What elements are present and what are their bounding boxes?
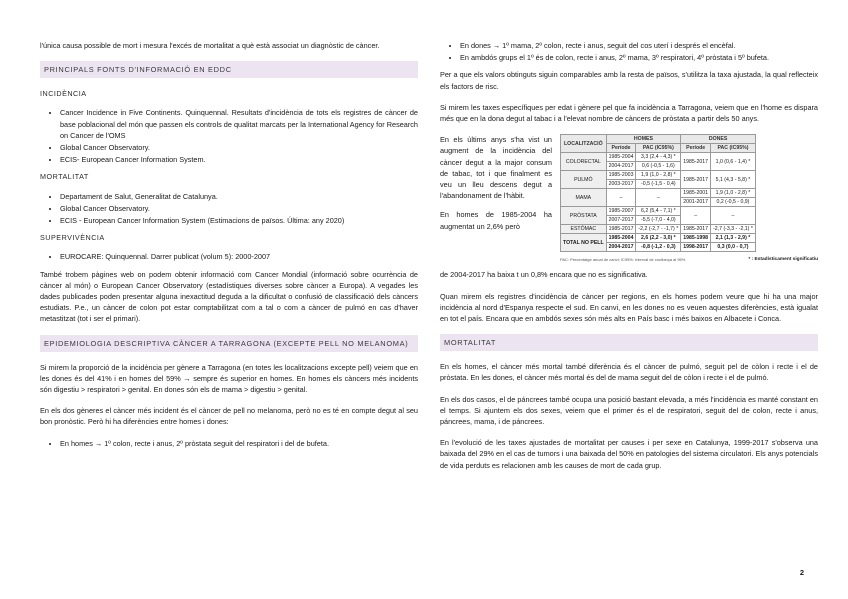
apc-cell: 1,9 (1,0 - 2,8) * (711, 189, 756, 198)
header-period-men: Període (606, 144, 636, 153)
apc-cell: 2,1 (1,3 - 2,9) * (711, 234, 756, 243)
header-location: LOCALITZACIÓ (561, 135, 607, 153)
period-cell: 1985-2017 (606, 225, 636, 234)
period-cell: 1985-2017 (681, 153, 711, 171)
period-cell: 2004-2017 (606, 162, 636, 171)
location-cell: ESTÒMAC (561, 225, 607, 234)
incidence-trend-table (560, 134, 756, 252)
men-trend-paragraph: En homes de 1985-2004 ha augmentat un 2,6% però (440, 210, 552, 231)
table-row (561, 225, 756, 234)
header-women: DONES (681, 135, 756, 144)
table-wrap-row (440, 134, 818, 265)
period-cell: – (606, 189, 636, 207)
period-cell: 1985-2004 (606, 234, 636, 243)
period-cell: 1985-2017 (681, 171, 711, 189)
table-row (561, 153, 756, 162)
table-row (561, 189, 756, 198)
proportion-paragraph: Si mirem la proporció de la incidència per gènere a Tarragona (en totes les localitzacions excepte pell) veiem que en les dones és del 41% i en homes del 59% → sempre és superior en homes. En homes els càncers més incidents són digestiu > respiratori > genital. En dones són els de mama > digestiu > genital. (40, 362, 418, 395)
incidence-table-figure (560, 134, 818, 265)
list-item: • En dones → 1º mama, 2º colon, recte i anus, seguit del cos uterí i després el encèfal. (460, 40, 818, 51)
list-item: • Global Cancer Observatory. (60, 203, 418, 214)
period-cell: 1998-2017 (681, 243, 711, 252)
period-cell: 1985-2017 (681, 225, 711, 234)
header-men: HOMES (606, 135, 681, 144)
location-cell: MAMA (561, 189, 607, 207)
location-cell: TOTAL NO PELL (561, 234, 607, 252)
period-cell: – (681, 207, 711, 225)
section-heading-sources: PRINCIPALS FONTS D'INFORMACIÓ EN EDDC (40, 61, 418, 78)
apc-cell: -2,2 (-2,7 - -1,7) * (636, 225, 681, 234)
mortality-paragraph-2: En els dos casos, el de páncrees també ocupa una posició bastant elevada, a més l'incidència es manté constant en el temps. Si ajuntem els dos sexes, veiem que el primer és el de respiratori, seguit del de colon, recte i anus, páncrees, mama, i de páncrees. (440, 394, 818, 427)
after-table-paragraph: de 2004-2017 ha baixa t un 0,8% encara que no es significativa. (440, 270, 648, 280)
mortality-paragraph-1: En els homes, el càncer més mortal també diferència és el càncer de pulmó, seguit pel de còlon i recte i el de pròstata. En les dones, el càncer més mortal és del de mama seguit del de còlon i recte i el de pulmó. (440, 362, 818, 383)
page-number: 2 (799, 568, 804, 577)
table-footnote (560, 254, 818, 265)
table-row (561, 171, 756, 180)
apc-cell: -5,5 (-7,0 - 4,0) (636, 216, 681, 225)
list-item: • En homes → 1º colon, recte i anus, 2º pròstata seguit del respiratori i del de bufeta. (60, 438, 418, 449)
apc-cell: 0,2 (-0,5 - 0,9) (711, 198, 756, 207)
regions-paragraph: Quan mirem els registres d'incidència de càncer per regions, en els homes podem veure que hi ha una major incidència al nord d'Espanya respecte el sud. En canvi, en les dones no es veuen aquestes diferències, està igualat en tot el país. Encara que en ambdós sexes són més alts en País basc i més baixos en Albacete i Conca. (440, 291, 818, 324)
period-cell: 2004-2017 (606, 243, 636, 252)
period-cell: 1985-2003 (606, 171, 636, 180)
subheading-mortality: MORTALITAT (40, 172, 89, 182)
skin-paragraph: En els dos gèneres el càncer més incident és el càncer de pell no melanoma, però no es té en compte degut al seu bon pronòstic. Però hi ha diferències entre homes i dones: (40, 406, 418, 427)
subheading-incidence: INCIDÈNCIA (40, 89, 87, 99)
period-cell: 1985-2007 (606, 207, 636, 216)
trend-paragraph: En els últims anys s'ha vist un augment de la incidència del càncer degut a la major consum de tabac, tot i que finalment es veu un lleu descens degut a l'abandonament de l'hàbit. (440, 135, 552, 201)
women-list (440, 40, 818, 63)
list-item: • Cancer Incidence in Five Continents. Quinquennal. Resultats d'incidència de tots els registres de càncer de base poblacional del món que passen els controls de qualitat marcats per la International Agency for Research on Cancer de l'OMS (60, 107, 418, 141)
list-item: • En ambdós grups el 1º és de colon, recte i anus, 2º mama, 3º respiratori, 4º pròstata i 5º bufeta. (460, 52, 818, 63)
significance-note: * : Estadísticament significatiu (748, 257, 818, 263)
list-item: • ECIS - European Cancer Information System (Estimacions de països. Última: any 2020) (60, 215, 418, 226)
section-heading-mortality: MORTALITAT (440, 334, 818, 351)
table-footnote-text: PAC: Percentatge anual de canvi; IC95%: Interval de confiança al 95% (560, 257, 686, 263)
men-list (40, 438, 418, 449)
period-cell: 2001-2017 (681, 198, 711, 207)
apc-cell: 0,3 (0,0 - 0,7) (711, 243, 756, 252)
location-cell: PRÒSTATA (561, 207, 607, 225)
apc-cell: 1,9 (1,0 - 2,8) * (636, 171, 681, 180)
adjusted-rate-paragraph: Per a que els valors obtinguts siguin comparables amb la resta de països, s'utilitza la taxa ajustada, la qual reflecteix els factors de risc. (440, 70, 818, 91)
header-apc-men: PAC (IC95%) (636, 144, 681, 153)
list-item: • EUROCARE: Quinquennal. Darrer publicat (volum 5): 2000-2007 (60, 251, 418, 262)
apc-cell: 2,6 (2,2 - 3,0) * (636, 234, 681, 243)
left-column (40, 40, 418, 457)
apc-cell: 5,1 (4,3 - 5,8) * (711, 171, 756, 189)
apc-cell: – (711, 207, 756, 225)
period-cell: 2007-2017 (606, 216, 636, 225)
apc-cell: – (636, 189, 681, 207)
apc-cell: 3,3 (2,4 - 4,3) * (636, 153, 681, 162)
list-item: • ECIS- European Cancer Information System. (60, 154, 418, 165)
table-row (561, 234, 756, 243)
location-cell: PULMÓ (561, 171, 607, 189)
header-apc-women: PAC (IC95%) (711, 144, 756, 153)
table-side-text (440, 134, 552, 265)
list-item: • Global Cancer Observatory. (60, 142, 418, 153)
header-period-women: Període (681, 144, 711, 153)
apc-cell: 1,0 (0,6 - 1,4) * (711, 153, 756, 171)
section-heading-tarragona: EPIDEMIOLOGIA DESCRIPTIVA CÀNCER A TARRAGONA (EXCEPTE PELL NO MELANOMA) (40, 335, 418, 352)
apc-cell: 6,2 (5,4 - 7,1) * (636, 207, 681, 216)
specific-rate-paragraph: Si mirem les taxes específiques per edat i gènere pel que fa incidència a Tarragona, veiem que en l'home es dispara més que en la dona degut al tabac i a l'elevat nombre de càncers de pròstata a partir dels 50 anys. (440, 102, 818, 124)
period-cell: 1985-1998 (681, 234, 711, 243)
period-cell: 1985-2004 (606, 153, 636, 162)
subheading-survival: SUPERVIVÈNCIA (40, 233, 105, 243)
apc-cell: -2,7 (-3,3 - -2,1) * (711, 225, 756, 234)
apc-cell: -0,5 (-1,5 - 0,4) (636, 180, 681, 189)
mortality-list (40, 191, 418, 227)
right-column (440, 40, 818, 481)
list-item: • Departament de Salut, Generalitat de Catalunya. (60, 191, 418, 202)
mortality-paragraph-3: En l'evolució de les taxes ajustades de mortalitat per causes i per sexe en Catalunya, 1999-2017 s'observa una baixada del 29% en el cas de tumors i una baixada del 50% en patologies del sistema circulatori. Els anys potencials de vida perduts es relacionen amb les causes de mort de cada grup. (440, 438, 818, 470)
period-cell: 1985-2001 (681, 189, 711, 198)
intro-paragraph: l'única causa possible de mort i mesura l'excés de mortalitat a què està associat un diagnòstic de càncer. (40, 41, 380, 50)
survival-list (40, 251, 418, 262)
web-sources-paragraph: També trobem pàgines web on podem obtenir informació com Cancer Mondial (informació sobre ocurrència de càncer al món) o European Cancer Observatory (estadístiques diverses sobre càncer a Europa). A vegades les dades publicades poden presentar alguna inexactitud deguda a la dificultat o confusió de classificació dels càncers estudiats. P.e., un càncer de colon pot estar comptabilitzat com a tal o com a càncer de pulmó en cas d'haver metastitzat (tot i ser el primari). (40, 269, 418, 324)
incidence-list (40, 107, 418, 165)
location-cell: COLORECTAL (561, 153, 607, 171)
table-row (561, 207, 756, 216)
apc-cell: 0,6 (-0,5 - 1,6) (636, 162, 681, 171)
apc-cell: -0,8 (-1,2 - 0,3) (636, 243, 681, 252)
period-cell: 2003-2017 (606, 180, 636, 189)
table-header-row (561, 135, 756, 144)
